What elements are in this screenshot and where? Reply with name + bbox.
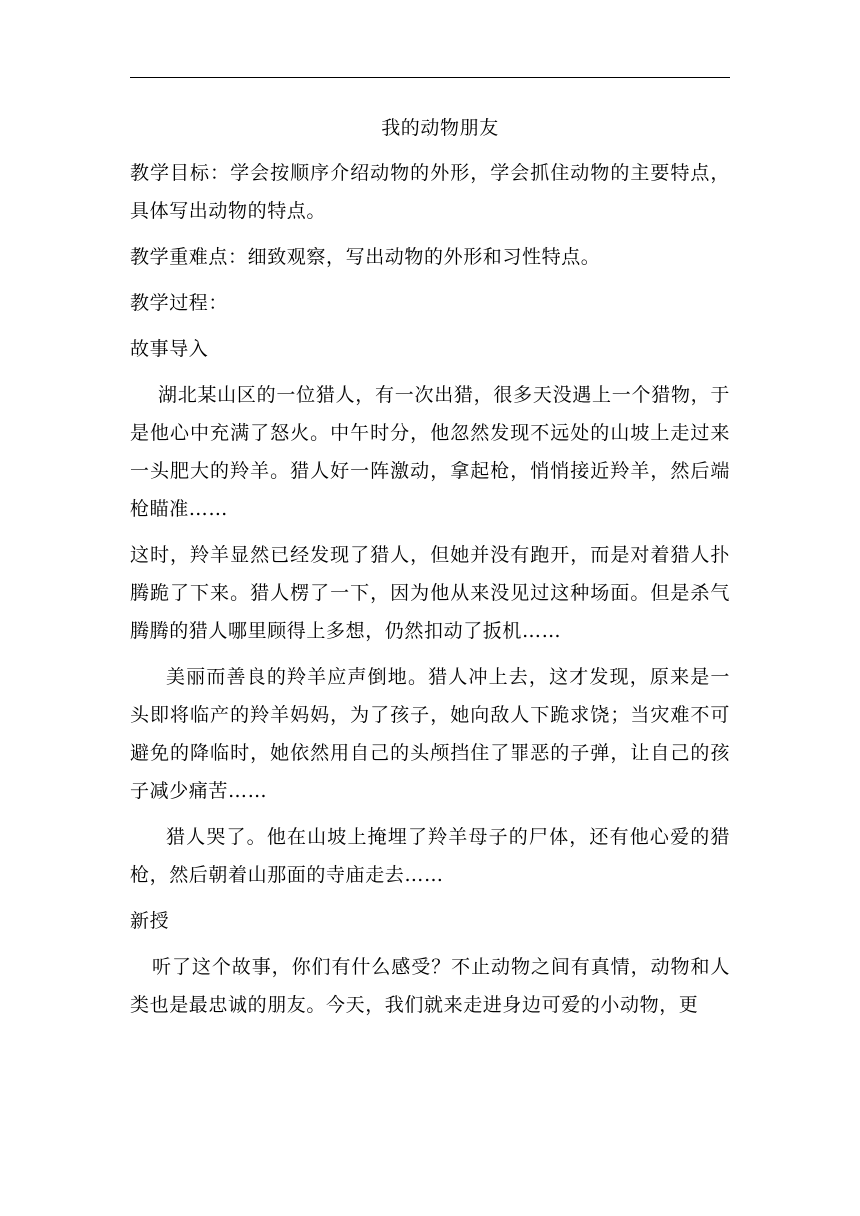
teaching-objective: 教学目标：学会按顺序介绍动物的外形，学会抓住动物的主要特点，具体写出动物的特点。 — [130, 162, 730, 222]
section-heading-new-lesson: 新授 — [130, 910, 170, 932]
section-heading-story-intro: 故事导入 — [130, 338, 209, 360]
new-lesson-paragraph-1: 听了这个故事，你们有什么感受？不止动物之间有真情，动物和人类也是最忠诚的朋友。今天，我们就来走进身边可爱的小动物，更 — [130, 956, 730, 1016]
story-paragraph-3: 美丽而善良的羚羊应声倒地。猎人冲上去，这才发现，原来是一头即将临产的羚羊妈妈，为了孩子，她向敌人下跪求饶；当灾难不可避免的降临时，她依然用自己的头颅挡住了罪恶的子弹，让自己的孩子减少痛苦…… — [130, 666, 730, 802]
story-paragraph-2: 这时，羚羊显然已经发现了猎人，但她并没有跑开，而是对着猎人扑腾跪了下来。猎人楞了一下，因为他从来没见过这种场面。但是杀气腾腾的猎人哪里顾得上多想，仍然扣动了扳机…… — [130, 544, 730, 642]
teaching-key-points: 教学重难点：细致观察，写出动物的外形和习性特点。 — [130, 246, 601, 268]
story-paragraph-1: 湖北某山区的一位猎人，有一次出猎，很多天没遇上一个猎物，于是他心中充满了怒火。中午时分，他忽然发现不远处的山坡上走过来一头肥大的羚羊。猎人好一阵激动，拿起枪，悄悄接近羚羊，然后端枪瞄准…… — [130, 384, 730, 520]
teaching-process-heading: 教学过程： — [130, 292, 229, 314]
header-rule — [130, 77, 730, 78]
document-title: 我的动物朋友 — [381, 117, 499, 139]
document-body — [130, 108, 730, 1024]
story-paragraph-4: 猎人哭了。他在山坡上掩埋了羚羊母子的尸体，还有他心爱的猎枪，然后朝着山那面的寺庙走去…… — [130, 826, 730, 886]
